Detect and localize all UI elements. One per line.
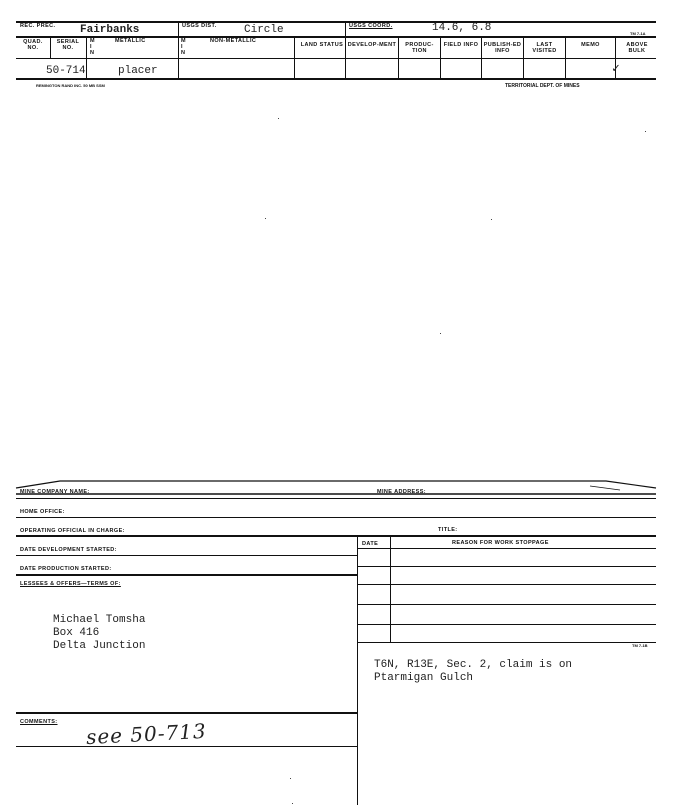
- scan-speck: [278, 118, 279, 119]
- col-quad-no: QUAD. NO.: [23, 39, 43, 51]
- title-label: TITLE:: [438, 527, 458, 533]
- col-field-info: FIELD INFO: [443, 42, 479, 48]
- header-label-divider: [16, 58, 656, 59]
- stoppage-header-line: [357, 548, 656, 549]
- form-tab-edge: [0, 472, 678, 496]
- divider-dev: [398, 37, 399, 78]
- col-non-metallic: NON-METALLIC: [210, 38, 257, 44]
- metallic-value: placer: [118, 65, 158, 77]
- reason-col-label: REASON FOR WORK STOPPAGE: [452, 540, 549, 546]
- serial-value: 50-714: [46, 65, 86, 77]
- mine-company-line: [16, 498, 656, 499]
- metallic-row-marks: [90, 38, 95, 56]
- col-published-info: PUBLISH-ED INFO: [483, 42, 522, 54]
- rec-prec-value: Fairbanks: [80, 24, 140, 36]
- col-serial-no: SERIAL NO.: [56, 39, 80, 51]
- divider-prod: [440, 37, 441, 78]
- date-col-label: DATE: [362, 541, 379, 547]
- col-metallic: METALLIC: [115, 38, 146, 44]
- scan-speck: [645, 131, 646, 132]
- comments-label: COMMENTS:: [20, 719, 58, 725]
- operating-official-label: OPERATING OFFICIAL IN CHARGE:: [20, 528, 125, 534]
- official-line: [16, 535, 656, 537]
- header-top-border: [16, 21, 656, 23]
- stoppage-row-3: [357, 604, 656, 605]
- stoppage-date-divider: [390, 535, 391, 643]
- location-text: [374, 659, 572, 685]
- scan-speck: [491, 219, 492, 220]
- divider-v1: [178, 21, 179, 78]
- home-office-line: [16, 517, 656, 518]
- location-line-1: T6N, R13E, Sec. 2, claim is on: [374, 659, 573, 671]
- nonmetallic-row-2: I: [181, 44, 183, 50]
- col-memo: MEMO: [581, 42, 600, 48]
- metallic-row-3: N: [90, 50, 95, 56]
- divider-pub: [523, 37, 524, 78]
- date-production-line: [16, 574, 357, 576]
- metallic-row-2: I: [90, 44, 92, 50]
- lessees-label: LESSEES & OFFERS—TERMS OF:: [20, 581, 121, 587]
- rec-prec-label: REC. PREC.: [20, 23, 56, 29]
- header-bottom-border: [16, 78, 656, 80]
- stoppage-row-5: [357, 642, 656, 643]
- nonmetallic-row-marks: [181, 38, 186, 56]
- col-land-status: LAND STATUS: [300, 42, 344, 48]
- stoppage-row-2: [357, 584, 656, 585]
- location-line-2: Ptarmigan Gulch: [374, 672, 474, 684]
- lessee-city: Delta Junction: [53, 640, 146, 652]
- date-development-line: [16, 555, 357, 556]
- form-center-divider: [357, 535, 358, 805]
- divider-field: [481, 37, 482, 78]
- small-code: TM 7-1B: [632, 643, 648, 648]
- usgs-coord-value: 14.6, 6.8: [432, 22, 492, 34]
- col-development: DEVELOP-MENT: [347, 42, 397, 48]
- col-production: PRODUC-TION: [405, 42, 434, 54]
- usgs-dist-label: USGS DIST.: [182, 23, 217, 29]
- lessee-box: Box 416: [53, 627, 100, 639]
- nonmetallic-row-3: N: [181, 50, 186, 56]
- comments-top-line: [16, 712, 357, 714]
- col-last-visited: LAST VISITED: [532, 42, 557, 54]
- divider-last: [565, 37, 566, 78]
- department: TERRITORIAL DEPT. OF MINES: [505, 83, 580, 89]
- lessee-address: [53, 614, 145, 653]
- divider-v2: [345, 21, 346, 78]
- scan-speck: [290, 778, 291, 779]
- check-mark-icon: ✓: [612, 61, 620, 76]
- nonmetallic-row-1: M: [181, 38, 186, 44]
- metallic-row-1: M: [90, 38, 95, 44]
- date-production-label: DATE PRODUCTION STARTED:: [20, 566, 112, 572]
- scan-speck: [440, 333, 441, 334]
- home-office-label: HOME OFFICE:: [20, 509, 65, 515]
- printer-line: REMINGTON RAND INC. 50 MB SSM: [36, 83, 105, 88]
- mine-address-label: MINE ADDRESS:: [377, 489, 426, 495]
- stoppage-row-4: [357, 624, 656, 625]
- comments-line: [16, 746, 357, 747]
- comments-handwritten: see 50-713: [85, 718, 208, 750]
- scan-speck: [265, 218, 266, 219]
- divider-serial: [86, 37, 87, 78]
- scan-speck: [292, 803, 293, 804]
- date-development-label: DATE DEVELOPMENT STARTED:: [20, 547, 117, 553]
- stoppage-row-1: [357, 566, 656, 567]
- divider-nonmet: [294, 37, 295, 78]
- lessee-name: Michael Tomsha: [53, 614, 146, 626]
- form-number: TM 7-1A: [630, 31, 646, 36]
- mine-company-label: MINE COMPANY NAME:: [20, 489, 90, 495]
- col-above-bulk: ABOVE BULK: [626, 42, 648, 54]
- usgs-coord-label: USGS COORD.: [349, 23, 393, 29]
- usgs-dist-value: Circle: [244, 24, 284, 36]
